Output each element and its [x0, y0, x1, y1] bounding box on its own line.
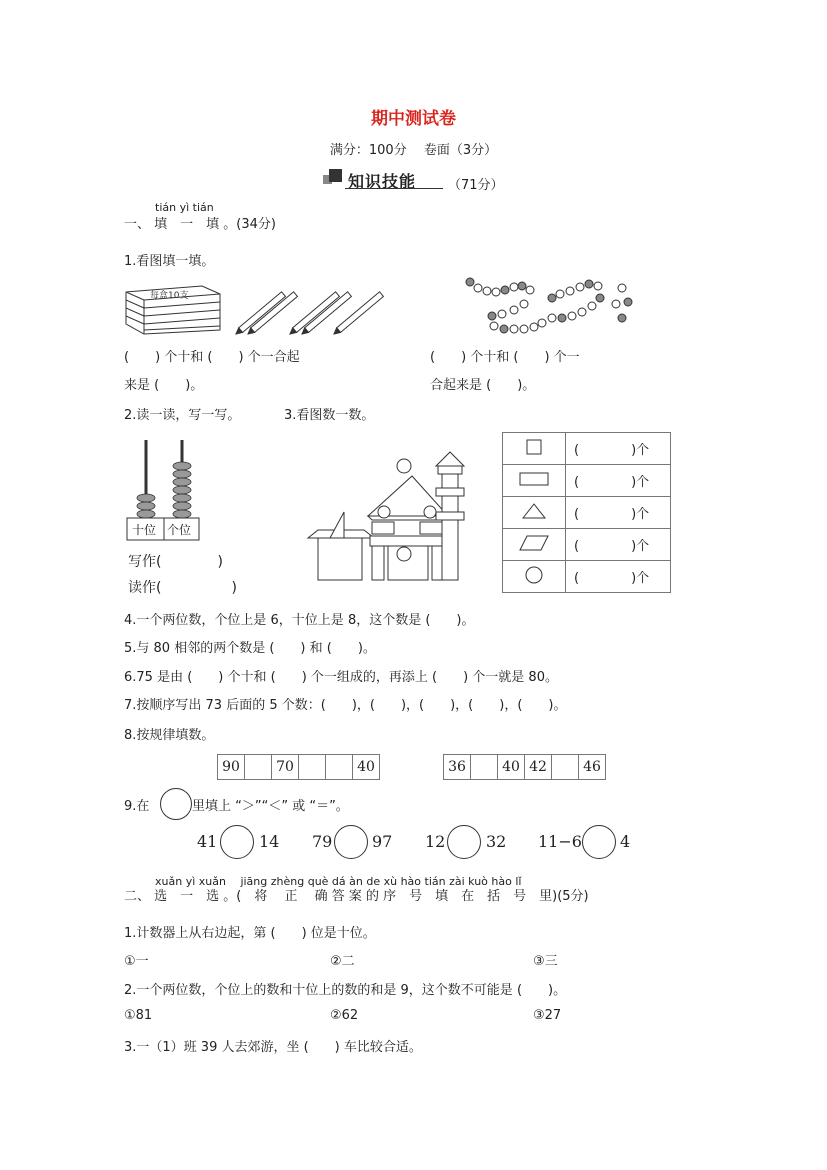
compare-right: 32 — [486, 832, 507, 851]
seq-cell-blank[interactable] — [552, 755, 579, 780]
compare-left: 79 — [312, 832, 333, 851]
abacus-tens-label: 十位 — [132, 523, 157, 537]
seq-cell-blank[interactable] — [245, 755, 272, 780]
seq-cell: 36 — [444, 755, 471, 780]
compare-left: 41 — [197, 832, 218, 851]
p2-q2-option-3[interactable]: ③27 — [533, 1008, 562, 1023]
square-icon — [524, 437, 544, 457]
part2-heading: 二、 选 一 选 。( 将 正 确 答 案 的 序 号 填 在 括 号 里)(5分) — [124, 889, 589, 904]
q2-text: 2.读一读，写一写。 — [124, 408, 241, 423]
seq-cell: 40 — [498, 755, 525, 780]
part1-pinyin: tián yì tián — [155, 201, 214, 214]
shape-count-blank: ( )个 — [566, 433, 671, 465]
abacus-ones-label: 个位 — [167, 523, 192, 537]
compare-left: 12 — [425, 832, 446, 851]
page-subtitle: 满分：100分 卷面（3分） — [329, 143, 498, 158]
p2-q3-text: 3.一（1）班 39 人去郊游，坐 ( ) 车比较合适。 — [124, 1040, 422, 1055]
circle-icon — [523, 564, 545, 586]
part2-pinyin: xuǎn yì xuǎn jiāng zhèng què dá àn de xù hào tián zài kuò hào lǐ — [155, 875, 522, 888]
seq-cell: 90 — [218, 755, 245, 780]
badge-label: 知识技能 — [348, 172, 417, 191]
compare-blank[interactable] — [334, 825, 368, 859]
shape-count-blank: ( )个 — [566, 465, 671, 497]
p2-q1-option-2[interactable]: ②二 — [330, 954, 355, 969]
q2-write: 写作( ) — [128, 554, 223, 570]
table-row — [503, 465, 671, 497]
seq-cell: 42 — [525, 755, 552, 780]
compare-circle-icon — [160, 788, 192, 820]
table-row — [503, 561, 671, 593]
table-row — [503, 529, 671, 561]
shape-count-blank: ( )个 — [566, 561, 671, 593]
seq-cell-blank[interactable] — [299, 755, 326, 780]
q1-blank-right-2: 合起来是 ( )。 — [430, 378, 536, 393]
seq-cell: 40 — [353, 755, 380, 780]
book-label: 每盒10支 — [150, 291, 189, 301]
compare-right: 4 — [620, 832, 631, 851]
triangle-icon — [521, 501, 547, 521]
badge-score: （71分） — [448, 178, 504, 193]
block-building-icon — [304, 446, 484, 586]
q2-read: 读作( ) — [128, 580, 237, 596]
abacus-icon — [124, 436, 204, 542]
q9-prefix: 9.在 — [124, 799, 150, 814]
p2-q1-text: 1.计数器上从右边起，第 ( ) 位是十位。 — [124, 926, 376, 941]
table-row — [503, 433, 671, 465]
compare-blank[interactable] — [447, 825, 481, 859]
q9-suffix: 里填上 “＞”“＜” 或 “＝”。 — [192, 799, 349, 814]
seq-cell-blank[interactable] — [471, 755, 498, 780]
q1-blank-right-1: ( ) 个十和 ( ) 个一 — [430, 350, 580, 365]
p2-q2-option-2[interactable]: ②62 — [330, 1008, 359, 1023]
sequence-2 — [443, 754, 606, 780]
shape-count-blank: ( )个 — [566, 529, 671, 561]
compare-left: 11−6 — [538, 832, 582, 851]
table-row — [503, 497, 671, 529]
badge-square-icon — [329, 169, 342, 182]
q1-text: 1.看图填一填。 — [124, 254, 215, 269]
compare-right: 97 — [372, 832, 393, 851]
p2-q1-option-3[interactable]: ③三 — [533, 954, 558, 969]
parallelogram-icon — [518, 533, 550, 553]
q4-text: 4.一个两位数，个位上是 6，十位上是 8，这个数是 ( )。 — [124, 613, 475, 628]
compare-blank[interactable] — [220, 825, 254, 859]
bead-strings-icon — [462, 274, 642, 338]
q6-text: 6.75 是由 ( ) 个十和 ( ) 个一组成的，再添上 ( ) 个一就是 80。 — [124, 670, 558, 685]
q7-text: 7.按顺序写出 73 后面的 5 个数：( )，( )，( )，( )，( )。 — [124, 698, 567, 713]
q8-text: 8.按规律填数。 — [124, 728, 215, 743]
q5-text: 5.与 80 相邻的两个数是 ( ) 和 ( )。 — [124, 641, 376, 656]
q1-blank-left-1: ( ) 个十和 ( ) 个一合起 — [124, 350, 300, 365]
p2-q2-option-1[interactable]: ①81 — [124, 1008, 153, 1023]
sequence-1 — [217, 754, 380, 780]
section-badge — [323, 169, 443, 189]
shape-count-blank: ( )个 — [566, 497, 671, 529]
q1-blank-left-2: 来是 ( )。 — [124, 378, 204, 393]
seq-cell: 46 — [579, 755, 606, 780]
p2-q2-text: 2.一个两位数，个位上的数和十位上的数的和是 9，这个数不可能是 ( )。 — [124, 983, 567, 998]
seq-cell-blank[interactable] — [326, 755, 353, 780]
compare-right: 14 — [259, 832, 280, 851]
book-box-icon — [124, 284, 224, 336]
part1-heading: 一、 填 一 填 。(34分) — [124, 217, 276, 232]
pencils-icon — [234, 290, 384, 336]
q3-text: 3.看图数一数。 — [284, 408, 375, 423]
page-title: 期中测试卷 — [371, 109, 456, 129]
p2-q1-option-1[interactable]: ①一 — [124, 954, 149, 969]
seq-cell: 70 — [272, 755, 299, 780]
compare-blank[interactable] — [582, 825, 616, 859]
shapes-count-table — [502, 432, 671, 593]
rectangle-icon — [518, 469, 550, 489]
